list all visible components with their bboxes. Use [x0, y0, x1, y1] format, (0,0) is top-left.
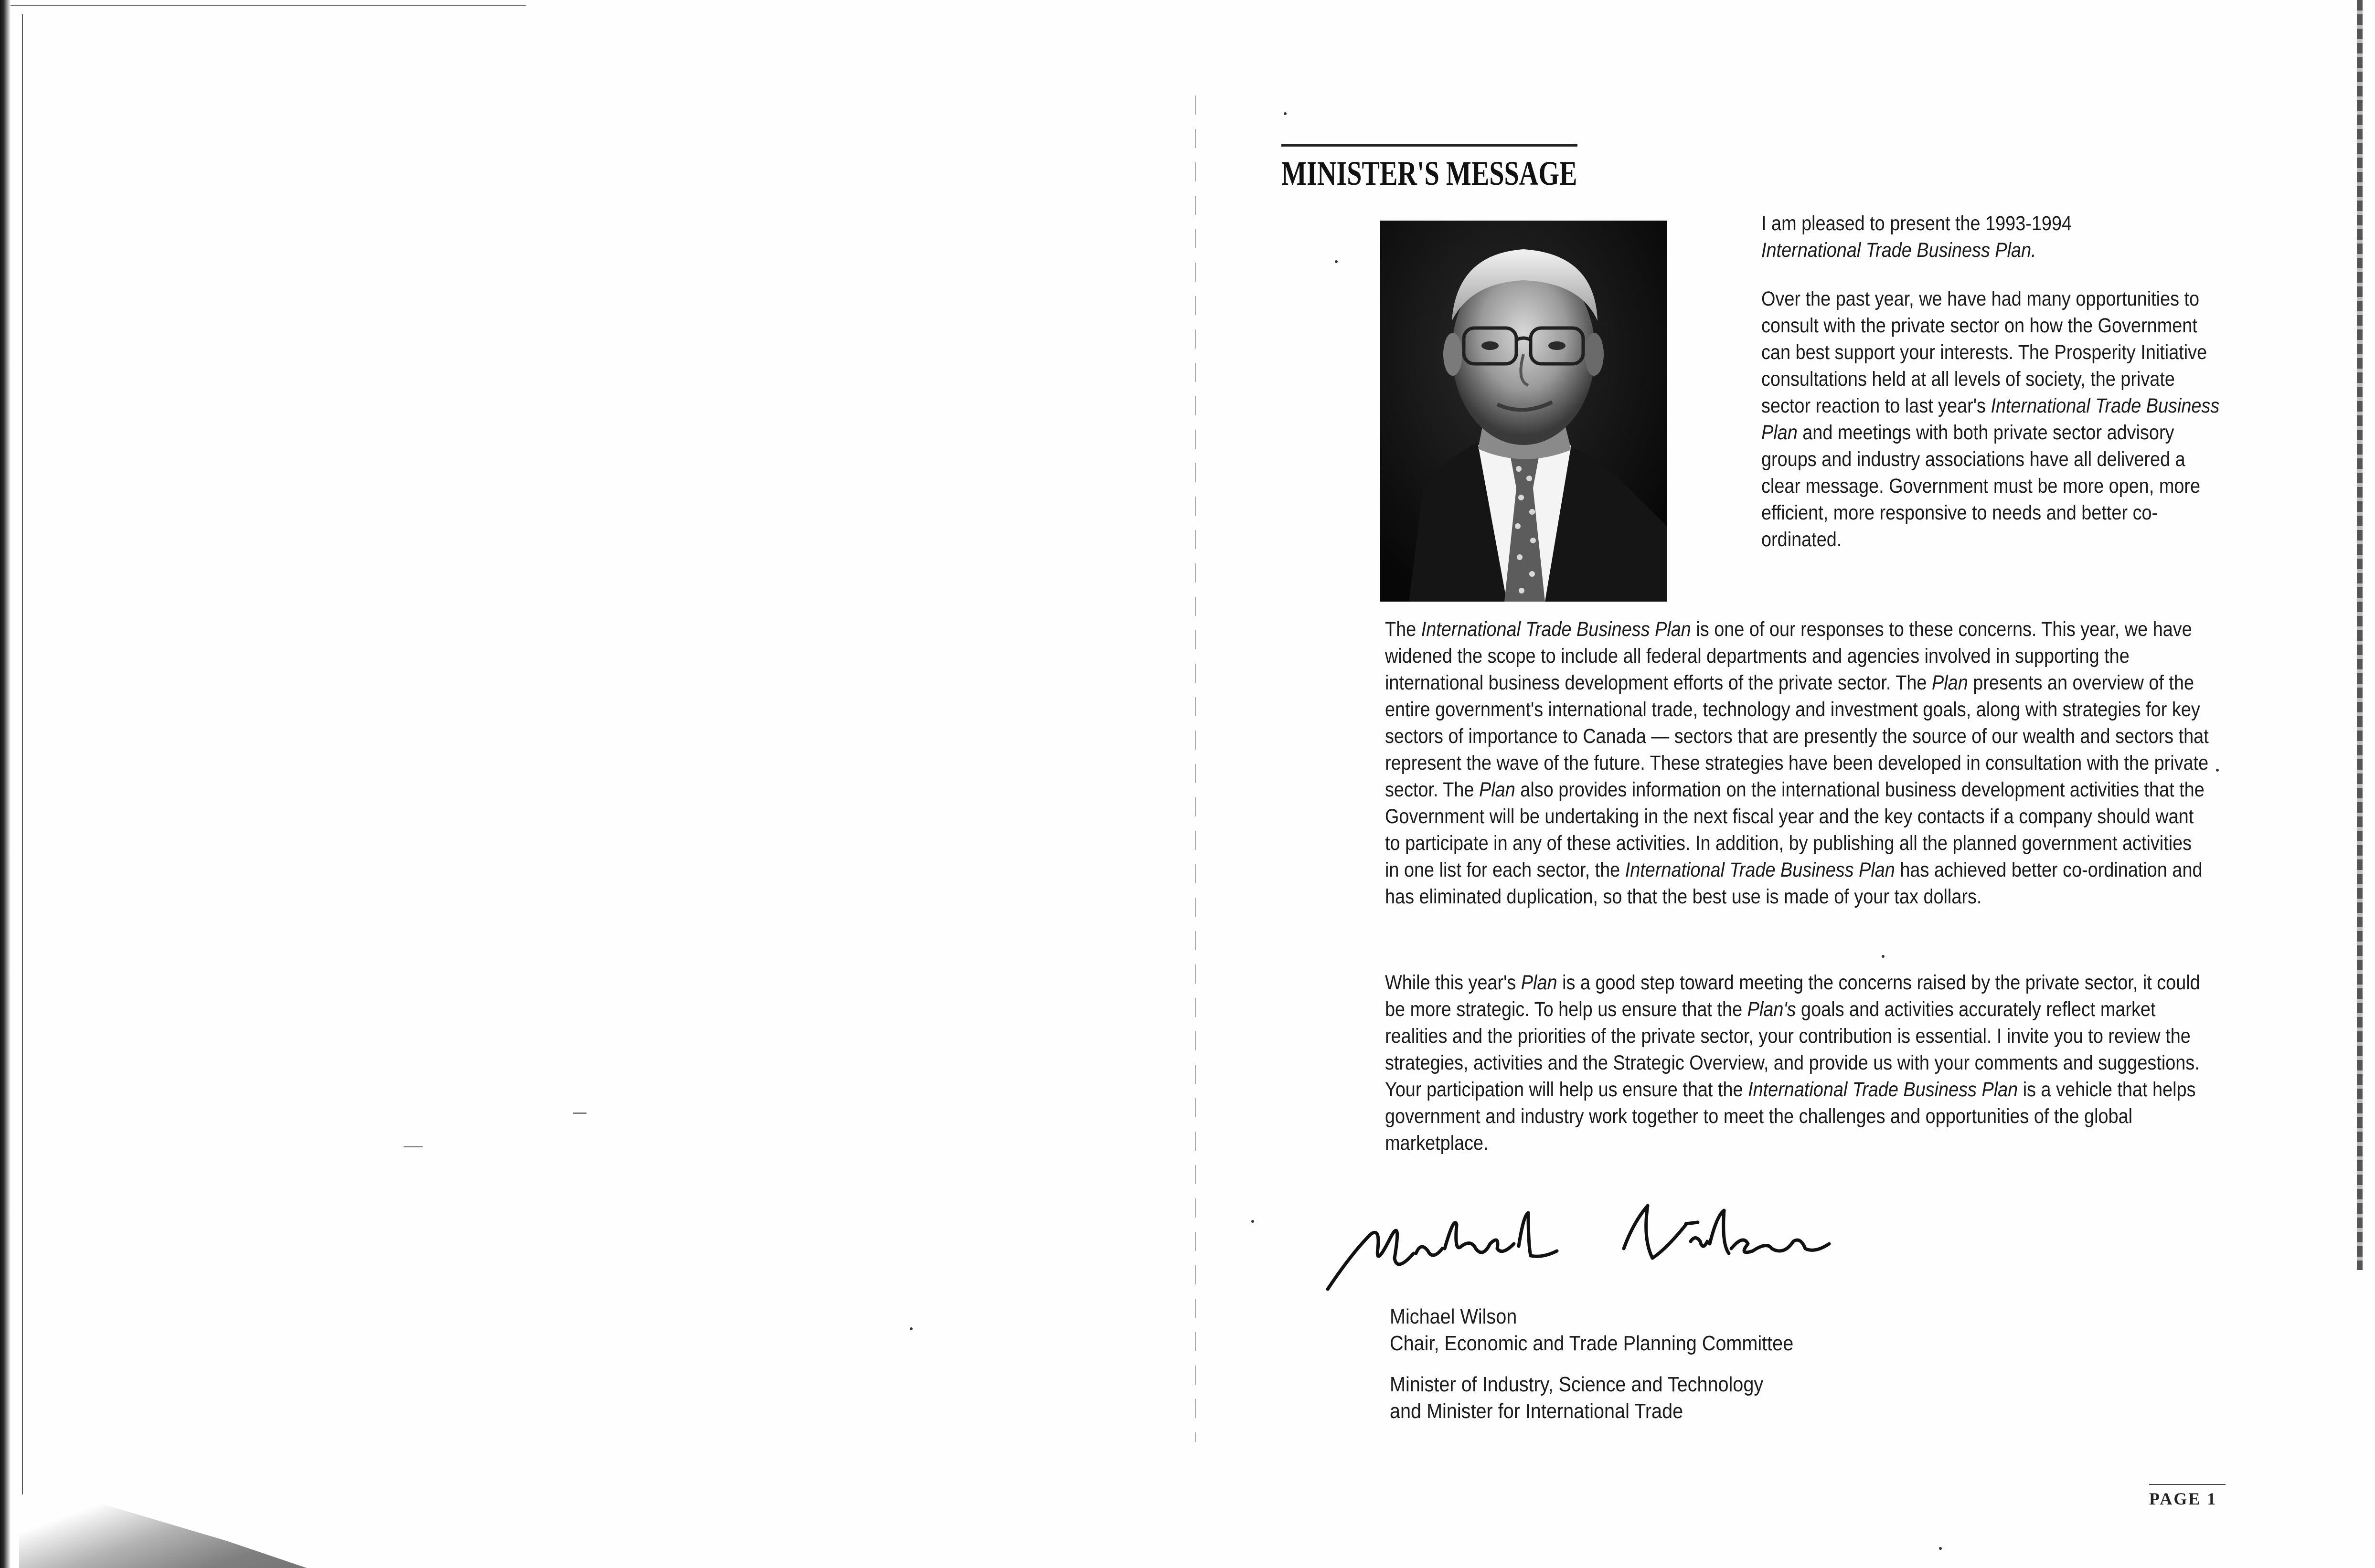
signatory-role: Chair, Economic and Trade Planning Committee [1390, 1332, 1794, 1355]
binding-shadow [0, 0, 11, 1568]
page-number-rule [2149, 1484, 2226, 1485]
scan-speck [910, 1327, 913, 1330]
right-scan-edge [2357, 0, 2363, 1270]
scan-speck [1939, 1547, 1942, 1550]
scan-speck [404, 1146, 423, 1147]
minister-portrait [1380, 221, 1667, 602]
gutter-line [1195, 95, 1196, 1442]
intro-text [1761, 210, 2224, 553]
scan-speck [1335, 260, 1338, 263]
heading-rule [1281, 144, 1577, 147]
body-paragraph-1: The International Trade Business Plan is one of our responses to these concerns. This year, we have widened the scope to include all federal departments and agencies involved in supporting the international business development efforts of the private sector. The Plan presents an overview of the entire government's international trade, technology and investment goals, along with strategies for key sectors of importance to Canada — sectors that are presently the source of our wealth and sectors that represent the wave of the future. These strategies have been developed in consultation with the private sector. The Plan also provides information on the international business development activities that the Government will be undertaking in the next fiscal year and the key contacts if a company should want to participate in any of these activities. In addition, by publishing all the planned government activities in one list for each sector, the International Trade Business Plan has achieved better co-ordination and has eliminated duplication, so that the best use is made of your tax dollars. [1385, 618, 2209, 908]
handwritten-signature [1318, 1196, 1858, 1296]
signatory-title-line-1: Minister of Industry, Science and Technology [1390, 1373, 1764, 1396]
intro-line-2: International Trade Business Plan. [1761, 239, 2036, 262]
scan-edge-line [11, 5, 526, 6]
page-edge-line [22, 14, 23, 1494]
page-number: PAGE 1 [2149, 1489, 2217, 1508]
intro-line [1761, 210, 2224, 264]
intro-line-1: I am pleased to present the 1993-1994 [1761, 212, 2072, 235]
body-paragraph-2: While this year's Plan is a good step toward meeting the concerns raised by the private sector, it could be more strategic. To help us ensure that the Plan's goals and activities accurately reflect market realities and the priorities of the private sector, your contribution is essential. I invite you to review the strategies, activities and the Strategic Overview, and provide us with your comments and suggestions. Your participation will help us ensure that the International Trade Business Plan is a vehicle that helps government and industry work together to meet the challenges and opportunities of the global marketplace. [1385, 971, 2200, 1155]
signatory-name: Michael Wilson [1390, 1305, 1517, 1328]
scan-speck [2216, 769, 2219, 772]
intro-paragraph: Over the past year, we have had many opportunities to consult with the private sector on how the Government can best support your interests. The Prosperity Initiative consultations held at all levels of society, the private sector reaction to last year's International Trade Business Plan and meetings with both private sector advisory groups and industry associations have all delivered a clear message. Government must be more open, more efficient, more responsive to needs and better co-ordinated. [1761, 287, 2220, 551]
scan-speck [1251, 1220, 1254, 1223]
signatory-block [1390, 1303, 1793, 1425]
scan-speck [1882, 955, 1885, 958]
signatory-title-line-2: and Minister for International Trade [1390, 1399, 1683, 1423]
scan-speck [573, 1112, 586, 1114]
page-title: MINISTER'S MESSAGE [1281, 154, 1577, 192]
scan-smudge [19, 1471, 315, 1568]
scan-speck [1284, 112, 1287, 115]
